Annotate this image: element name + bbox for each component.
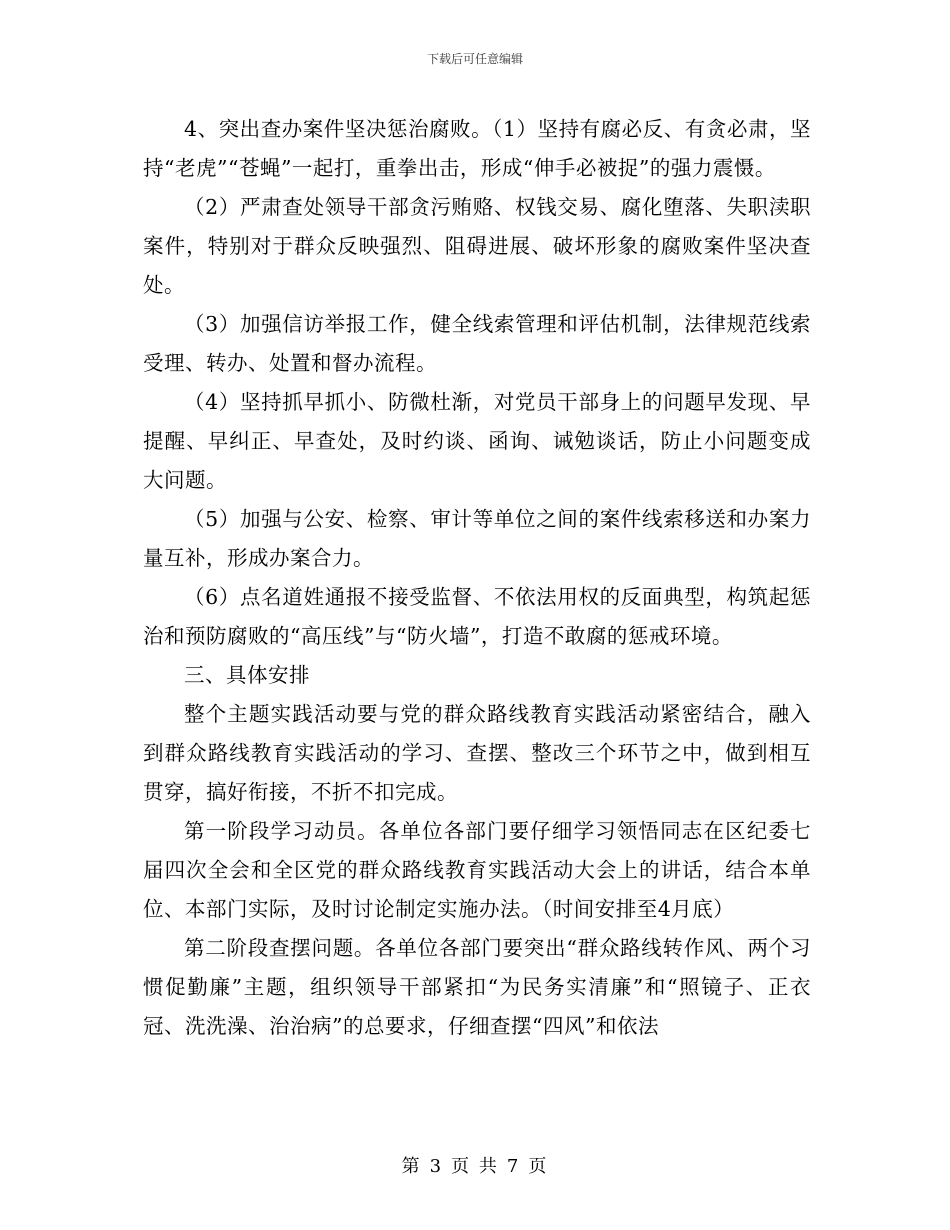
- paragraph-4-2: （2）严肃查处领导干部贪污贿赂、权钱交易、腐化堕落、失职渎职案件，特别对于群众反映强烈、阻碍进展、破坏形象的腐败案件坚决查处。: [143, 195, 811, 297]
- paragraph-4-5: （5）加强与公安、检察、审计等单位之间的案件线索移送和办案力量互补，形成办案合力。: [143, 507, 811, 570]
- paragraph-overview: 整个主题实践活动要与党的群众路线教育实践活动紧密结合，融入到群众路线教育实践活动的学习、查摆、整改三个环节之中，做到相互贯穿，搞好衔接，不折不扣完成。: [143, 702, 811, 804]
- paragraph-4-6: （6）点名道姓通报不接受监督、不依法用权的反面典型，构筑起惩治和预防腐败的“高压线”与“防火墙”，打造不敢腐的惩戒环境。: [143, 585, 811, 648]
- page-label-prefix: 第: [401, 1156, 422, 1177]
- page-label-suffix: 页: [528, 1156, 549, 1177]
- paragraph-stage-1: 第一阶段学习动员。各单位各部门要仔细学习领悟同志在区纪委七届四次全会和全区党的群众路线教育实践活动大会上的讲话，结合本单位、本部门实际，及时讨论制定实施办法。（时间安排至4月底）: [143, 819, 811, 921]
- page-current: 3: [429, 1156, 444, 1177]
- document-body: [143, 110, 811, 1046]
- page-label-mid: 页 共: [451, 1156, 499, 1177]
- header-note: 下载后可任意编辑: [426, 52, 523, 66]
- page-footer: [0, 1152, 950, 1178]
- paragraph-4: 4、突出查办案件坚决惩治腐败。（1）坚持有腐必反、有贪必肃，坚持“老虎”“苍蝇”一起打，重拳出击，形成“伸手必被捉”的强力震慑。: [143, 117, 811, 180]
- paragraph-4-4: （4）坚持抓早抓小、防微杜渐，对党员干部身上的问题早发现、早提醒、早纠正、早查处，及时约谈、函询、诫勉谈话，防止小问题变成大问题。: [143, 390, 811, 492]
- paragraph-4-3: （3）加强信访举报工作，健全线索管理和评估机制，法律规范线索受理、转办、处置和督办流程。: [143, 312, 811, 375]
- page-total: 7: [506, 1156, 521, 1177]
- section-heading: 三、具体安排: [184, 663, 310, 687]
- paragraph-stage-2: 第二阶段查摆问题。各单位各部门要突出“群众路线转作风、两个习惯促勤廉”主题，组织领导干部紧扣“为民务实清廉”和“照镜子、正衣冠、洗洗澡、治治病”的总要求，仔细查摆“四风”和依法: [143, 936, 811, 1038]
